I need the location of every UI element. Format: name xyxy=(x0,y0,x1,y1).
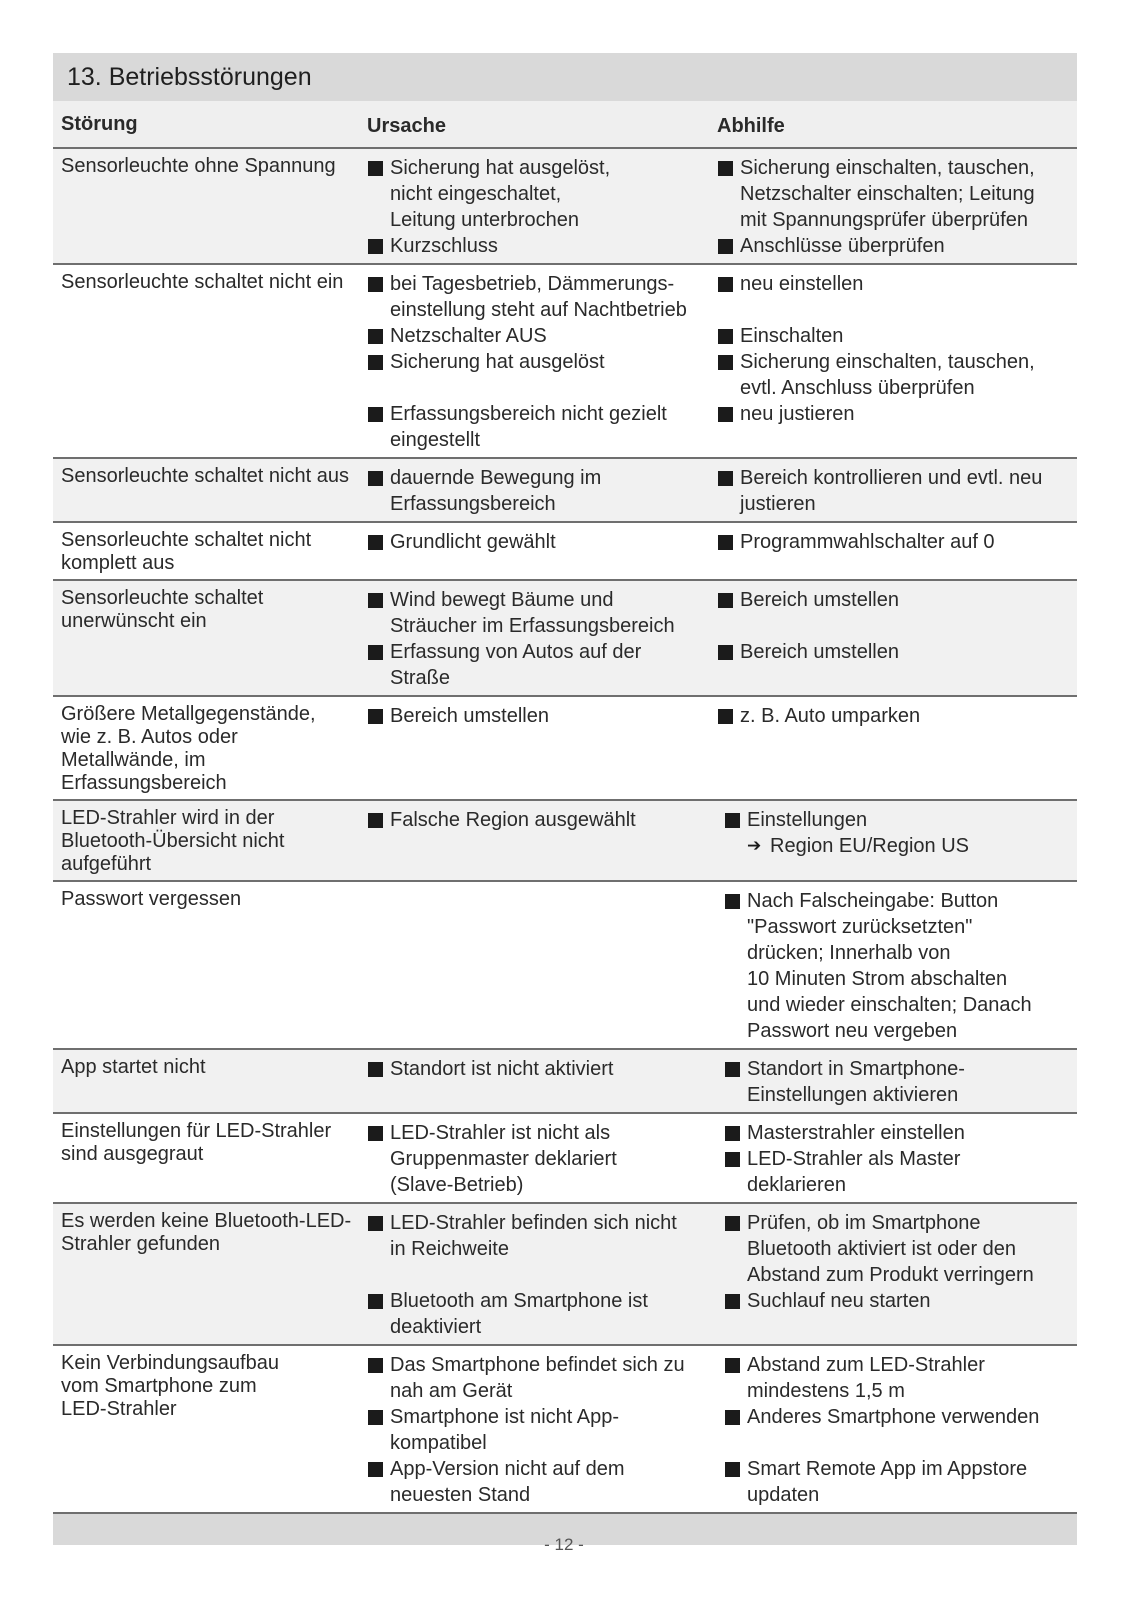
bullet-text xyxy=(390,1056,717,1082)
cause-cell xyxy=(365,587,717,691)
bullet-item xyxy=(367,529,717,555)
bullet-text xyxy=(740,401,1073,427)
bullet-text xyxy=(390,529,717,555)
bullet-line: einstellung steht auf Nachtbetrieb xyxy=(390,299,687,321)
problem-line: Sensorleuchte schaltet xyxy=(61,587,264,609)
bullet-line: Wind bewegt Bäume und xyxy=(390,589,614,611)
bullet-item xyxy=(724,888,1073,1044)
bullet-line: Bereich umstellen xyxy=(740,589,899,611)
bullet-line: Erfassungsbereich xyxy=(390,493,556,515)
bullet-square-icon xyxy=(367,1404,390,1456)
problem-line: Kein Verbindungsaufbau xyxy=(61,1352,279,1374)
bullet-text xyxy=(390,1404,717,1456)
problem-line: Erfassungsbereich xyxy=(61,772,227,794)
problem-cell xyxy=(53,703,365,795)
cause-cell xyxy=(365,807,717,876)
bullet-text xyxy=(390,465,717,517)
problem-line: Sensorleuchte schaltet nicht aus xyxy=(61,465,349,487)
bullet-line: LED-Strahler ist nicht als xyxy=(390,1122,611,1144)
bullet-square-icon xyxy=(717,703,740,729)
bullet-line: Netzschalter einschalten; Leitung xyxy=(740,183,1035,205)
bullet-line: Passwort neu vergeben xyxy=(747,1020,958,1042)
bullet-item xyxy=(367,465,717,517)
table-row xyxy=(53,1050,1077,1114)
bullet-square-icon xyxy=(367,1210,390,1262)
problem-line: Sensorleuchte ohne Spannung xyxy=(61,155,336,177)
bullet-line: Straße xyxy=(390,667,451,689)
problem-line: Einstellungen für LED-Strahler xyxy=(61,1120,332,1142)
sub-item-text: Region EU/Region US xyxy=(770,835,969,857)
spacer xyxy=(367,375,717,401)
remedy-cell xyxy=(717,703,1077,795)
problem-line: aufgeführt xyxy=(61,853,152,875)
section-title: 13. Betriebsstörungen xyxy=(53,53,1077,101)
bullet-line: bei Tagesbetrieb, Dämmerungs- xyxy=(390,273,675,295)
problem-cell xyxy=(53,271,365,453)
bullet-line: Erfassung von Autos auf der xyxy=(390,641,642,663)
bullet-square-icon xyxy=(367,465,390,517)
table-row xyxy=(53,523,1077,581)
arrow-right-icon: ➔ xyxy=(747,836,762,855)
bullet-text xyxy=(740,323,1073,349)
table-row xyxy=(53,149,1077,265)
bullet-square-icon xyxy=(367,233,390,259)
bullet-square-icon xyxy=(367,1456,390,1508)
table-row xyxy=(53,1204,1077,1346)
bullet-line: Das Smartphone befindet sich zu xyxy=(390,1354,685,1376)
bullet-square-icon xyxy=(717,401,740,427)
bullet-line: eingestellt xyxy=(390,429,481,451)
bullet-text xyxy=(747,1146,1073,1198)
bullet-item xyxy=(717,587,1073,613)
bullet-line: Erfassungsbereich nicht gezielt xyxy=(390,403,667,425)
bullet-item xyxy=(367,271,717,323)
bullet-text xyxy=(390,1352,717,1404)
bullet-square-icon xyxy=(724,1456,747,1508)
bullet-line: Bereich umstellen xyxy=(740,641,899,663)
bullet-text xyxy=(740,155,1073,233)
bullet-line: drücken; Innerhalb von xyxy=(747,942,951,964)
table-row xyxy=(53,265,1077,459)
bullet-square-icon xyxy=(717,349,740,401)
bullet-item xyxy=(724,1404,1073,1430)
bullet-line: Sicherung einschalten, tauschen, xyxy=(740,351,1035,373)
bullet-square-icon xyxy=(367,639,390,691)
problem-cell xyxy=(53,1210,365,1340)
cause-cell xyxy=(365,703,717,795)
bullet-line: Prüfen, ob im Smartphone xyxy=(747,1212,981,1234)
bullet-line: Standort in Smartphone- xyxy=(747,1058,965,1080)
bullet-text xyxy=(390,587,717,639)
bullet-text xyxy=(390,703,717,729)
bullet-square-icon xyxy=(717,271,740,297)
remedy-cell xyxy=(717,1056,1077,1108)
bullet-square-icon xyxy=(367,323,390,349)
bullet-square-icon xyxy=(367,703,390,729)
bullet-line: Anschlüsse überprüfen xyxy=(740,235,945,257)
problem-cell xyxy=(53,465,365,517)
bullet-text xyxy=(390,271,717,323)
bullet-line: Abstand zum LED-Strahler xyxy=(747,1354,985,1376)
cause-cell xyxy=(365,1120,717,1198)
bullet-text xyxy=(390,1288,717,1340)
problem-cell xyxy=(53,1056,365,1108)
problem-line: unerwünscht ein xyxy=(61,610,207,632)
bullet-text xyxy=(740,233,1073,259)
problem-cell xyxy=(53,155,365,259)
bullet-item xyxy=(717,233,1073,259)
bullet-text xyxy=(390,401,717,453)
bullet-line: 10 Minuten Strom abschalten xyxy=(747,968,1008,990)
bullet-text xyxy=(390,349,717,375)
bullet-square-icon xyxy=(724,1404,747,1430)
bullet-square-icon xyxy=(367,155,390,233)
bullet-item xyxy=(724,1056,1073,1108)
remedy-cell xyxy=(717,888,1077,1044)
bullet-line: nicht eingeschaltet, xyxy=(390,183,562,205)
bullet-line: dauernde Bewegung im xyxy=(390,467,602,489)
bullet-item xyxy=(724,1352,1073,1404)
bullet-line: neu einstellen xyxy=(740,273,864,295)
bullet-line: Einstellungen aktivieren xyxy=(747,1084,959,1106)
bullet-item xyxy=(717,465,1073,517)
bullet-text xyxy=(747,807,1073,859)
remedy-cell xyxy=(717,465,1077,517)
header-stoerung: Störung xyxy=(61,113,138,135)
spacer xyxy=(724,1430,1073,1456)
cause-cell xyxy=(365,271,717,453)
bullet-line: Netzschalter AUS xyxy=(390,325,547,347)
bullet-item xyxy=(717,401,1073,427)
problem-cell xyxy=(53,888,365,1044)
spacer xyxy=(717,613,1073,639)
bullet-text xyxy=(740,639,1073,665)
bullet-item xyxy=(367,1456,717,1508)
bullet-text xyxy=(747,1404,1073,1430)
bullet-square-icon xyxy=(717,587,740,613)
bullet-square-icon xyxy=(717,529,740,555)
bullet-item xyxy=(367,1404,717,1456)
bullet-square-icon xyxy=(367,1352,390,1404)
problem-line: Bluetooth-Übersicht nicht xyxy=(61,830,285,852)
problem-cell xyxy=(53,1352,365,1508)
table-body xyxy=(53,149,1077,1514)
bullet-line: Bluetooth am Smartphone ist xyxy=(390,1290,648,1312)
problem-line: Sensorleuchte schaltet nicht xyxy=(61,529,312,551)
remedy-cell xyxy=(717,807,1077,876)
bullet-line: LED-Strahler als Master xyxy=(747,1148,961,1170)
bullet-text xyxy=(390,1210,717,1262)
bullet-item xyxy=(717,703,1073,729)
bullet-text xyxy=(747,1456,1073,1508)
bullet-square-icon xyxy=(367,401,390,453)
spacer xyxy=(717,297,1073,323)
cause-cell xyxy=(365,465,717,517)
bullet-text xyxy=(747,1352,1073,1404)
table-row xyxy=(53,882,1077,1050)
bullet-item xyxy=(367,155,717,233)
bullet-text xyxy=(747,1210,1073,1288)
bullet-line: Anderes Smartphone verwenden xyxy=(747,1406,1040,1428)
bullet-text xyxy=(740,349,1073,401)
remedy-cell xyxy=(717,529,1077,575)
problem-line: vom Smartphone zum xyxy=(61,1375,257,1397)
bullet-line: Grundlicht gewählt xyxy=(390,531,556,553)
remedy-cell xyxy=(717,1210,1077,1340)
bullet-line: LED-Strahler befinden sich nicht xyxy=(390,1212,677,1234)
bullet-line: evtl. Anschluss überprüfen xyxy=(740,377,975,399)
bullet-square-icon xyxy=(367,529,390,555)
bullet-line: Gruppenmaster deklariert xyxy=(390,1148,617,1170)
bullet-text xyxy=(740,465,1073,517)
bullet-line: Einstellungen xyxy=(747,809,868,831)
problem-line: Passwort vergessen xyxy=(61,888,242,910)
bullet-square-icon xyxy=(367,1056,390,1082)
bullet-text xyxy=(747,888,1073,1044)
bullet-item xyxy=(717,349,1073,401)
problem-line: komplett aus xyxy=(61,552,175,574)
bullet-line: Nach Falscheingabe: Button xyxy=(747,890,999,912)
bullet-square-icon xyxy=(367,1120,390,1198)
problem-line: App startet nicht xyxy=(61,1056,206,1078)
bullet-square-icon xyxy=(724,1210,747,1288)
cause-cell xyxy=(365,888,717,1044)
bullet-line: mit Spannungsprüfer überprüfen xyxy=(740,209,1028,231)
bullet-text xyxy=(747,1056,1073,1108)
bullet-item xyxy=(724,1120,1073,1146)
bullet-text xyxy=(390,323,717,349)
table-row xyxy=(53,1114,1077,1204)
bullet-square-icon xyxy=(724,888,747,1044)
bullet-item xyxy=(724,1210,1073,1288)
bullet-text xyxy=(747,1288,1073,1314)
bullet-line: kompatibel xyxy=(390,1432,487,1454)
bullet-line: Bereich umstellen xyxy=(390,705,549,727)
spacer xyxy=(367,1262,717,1288)
bullet-item xyxy=(367,1120,717,1198)
bullet-item xyxy=(724,1288,1073,1314)
problem-line: Es werden keine Bluetooth-LED- xyxy=(61,1210,352,1232)
bullet-item xyxy=(367,401,717,453)
bullet-line: Bluetooth aktiviert ist oder den xyxy=(747,1238,1017,1260)
bullet-square-icon xyxy=(367,271,390,323)
bullet-text xyxy=(740,587,1073,613)
bullet-text xyxy=(390,807,717,833)
bullet-line: neuesten Stand xyxy=(390,1484,531,1506)
table-row xyxy=(53,459,1077,523)
bullet-item xyxy=(724,1146,1073,1198)
bullet-line: Standort ist nicht aktiviert xyxy=(390,1058,614,1080)
bullet-square-icon xyxy=(724,1120,747,1146)
bullet-item xyxy=(717,155,1073,233)
bullet-line: mindestens 1,5 m xyxy=(747,1380,905,1402)
problem-line: Strahler gefunden xyxy=(61,1233,221,1255)
bullet-text xyxy=(747,1120,1073,1146)
bullet-item xyxy=(717,529,1073,555)
table-row xyxy=(53,801,1077,882)
bullet-text xyxy=(740,529,1073,555)
bullet-item xyxy=(367,1288,717,1340)
bullet-line: App-Version nicht auf dem xyxy=(390,1458,625,1480)
problem-cell xyxy=(53,587,365,691)
bullet-item xyxy=(367,1056,717,1082)
problem-line: Größere Metallgegenstände, xyxy=(61,703,316,725)
remedy-cell xyxy=(717,1352,1077,1508)
problem-line: sind ausgegraut xyxy=(61,1143,204,1165)
bullet-line: Bereich kontrollieren und evtl. neu xyxy=(740,467,1043,489)
bullet-text xyxy=(390,1456,717,1508)
bullet-square-icon xyxy=(367,349,390,375)
bullet-item xyxy=(367,703,717,729)
remedy-cell xyxy=(717,1120,1077,1198)
sub-item xyxy=(747,833,1073,859)
bullet-line: Einschalten xyxy=(740,325,844,347)
bullet-line: deklarieren xyxy=(747,1174,846,1196)
cause-cell xyxy=(365,529,717,575)
bullet-line: (Slave-Betrieb) xyxy=(390,1174,524,1196)
header-abhilfe: Abhilfe xyxy=(717,115,785,137)
bullet-item xyxy=(717,323,1073,349)
bullet-text xyxy=(390,233,717,259)
bullet-line: Sicherung hat ausgelöst xyxy=(390,351,605,373)
bullet-square-icon xyxy=(724,1056,747,1108)
bullet-line: deaktiviert xyxy=(390,1316,482,1338)
header-ursache: Ursache xyxy=(367,115,446,137)
cause-cell xyxy=(365,1352,717,1508)
bullet-line: Programmwahlschalter auf 0 xyxy=(740,531,995,553)
bullet-square-icon xyxy=(367,1288,390,1340)
table-row xyxy=(53,697,1077,801)
bullet-line: Smartphone ist nicht App- xyxy=(390,1406,620,1428)
bullet-square-icon xyxy=(717,639,740,665)
bullet-item xyxy=(717,271,1073,297)
bullet-text xyxy=(740,703,1073,729)
bullet-line: nah am Gerät xyxy=(390,1380,513,1402)
bullet-item xyxy=(367,1352,717,1404)
bullet-item xyxy=(367,323,717,349)
bullet-line: Sicherung hat ausgelöst, xyxy=(390,157,611,179)
table-row xyxy=(53,1346,1077,1514)
remedy-cell xyxy=(717,155,1077,259)
bullet-square-icon xyxy=(717,323,740,349)
bullet-line: updaten xyxy=(747,1484,820,1506)
bullet-item xyxy=(367,639,717,691)
table-header-row xyxy=(53,101,1077,149)
cause-cell xyxy=(365,1210,717,1340)
bullet-line: neu justieren xyxy=(740,403,855,425)
bullet-square-icon xyxy=(367,807,390,833)
bullet-line: Leitung unterbrochen xyxy=(390,209,580,231)
troubleshooting-section xyxy=(53,53,1077,1545)
bullet-item xyxy=(367,587,717,639)
bullet-line: z. B. Auto umparken xyxy=(740,705,921,727)
bullet-square-icon xyxy=(724,1352,747,1404)
bullet-line: Sicherung einschalten, tauschen, xyxy=(740,157,1035,179)
page-number: - 12 - xyxy=(544,1535,584,1554)
remedy-cell xyxy=(717,587,1077,691)
problem-cell xyxy=(53,807,365,876)
bullet-line: Abstand zum Produkt verringern xyxy=(747,1264,1034,1286)
bullet-square-icon xyxy=(724,807,747,859)
bullet-text xyxy=(390,1120,717,1198)
bullet-item xyxy=(367,349,717,375)
bullet-line: Suchlauf neu starten xyxy=(747,1290,931,1312)
problem-line: LED-Strahler xyxy=(61,1398,177,1420)
bullet-item xyxy=(367,1210,717,1262)
bullet-text xyxy=(390,155,717,233)
bullet-square-icon xyxy=(367,587,390,639)
bullet-line: "Passwort zurücksetzten" xyxy=(747,916,973,938)
bullet-item xyxy=(367,807,717,833)
cause-cell xyxy=(365,155,717,259)
bullet-text xyxy=(390,639,717,691)
remedy-cell xyxy=(717,271,1077,453)
bullet-line: Smart Remote App im Appstore xyxy=(747,1458,1028,1480)
problem-cell xyxy=(53,529,365,575)
problem-line: Metallwände, im xyxy=(61,749,206,771)
problem-line: Sensorleuchte schaltet nicht ein xyxy=(61,271,344,293)
bullet-line: und wieder einschalten; Danach xyxy=(747,994,1032,1016)
problem-line: wie z. B. Autos oder xyxy=(61,726,238,748)
bullet-square-icon xyxy=(717,465,740,517)
bullet-text xyxy=(740,271,1073,297)
bullet-square-icon xyxy=(724,1288,747,1314)
bullet-line: in Reichweite xyxy=(390,1238,509,1260)
bullet-line: justieren xyxy=(740,493,816,515)
bullet-line: Sträucher im Erfassungsbereich xyxy=(390,615,675,637)
bullet-square-icon xyxy=(717,233,740,259)
bullet-item xyxy=(367,233,717,259)
bullet-item xyxy=(724,807,1073,859)
problem-line: LED-Strahler wird in der xyxy=(61,807,275,829)
bullet-item xyxy=(717,639,1073,665)
bullet-square-icon xyxy=(724,1146,747,1198)
bullet-line: Falsche Region ausgewählt xyxy=(390,809,636,831)
problem-cell xyxy=(53,1120,365,1198)
bullet-line: Masterstrahler einstellen xyxy=(747,1122,965,1144)
table-row xyxy=(53,581,1077,697)
bullet-square-icon xyxy=(717,155,740,233)
cause-cell xyxy=(365,1056,717,1108)
bullet-item xyxy=(724,1456,1073,1508)
bullet-line: Kurzschluss xyxy=(390,235,498,257)
